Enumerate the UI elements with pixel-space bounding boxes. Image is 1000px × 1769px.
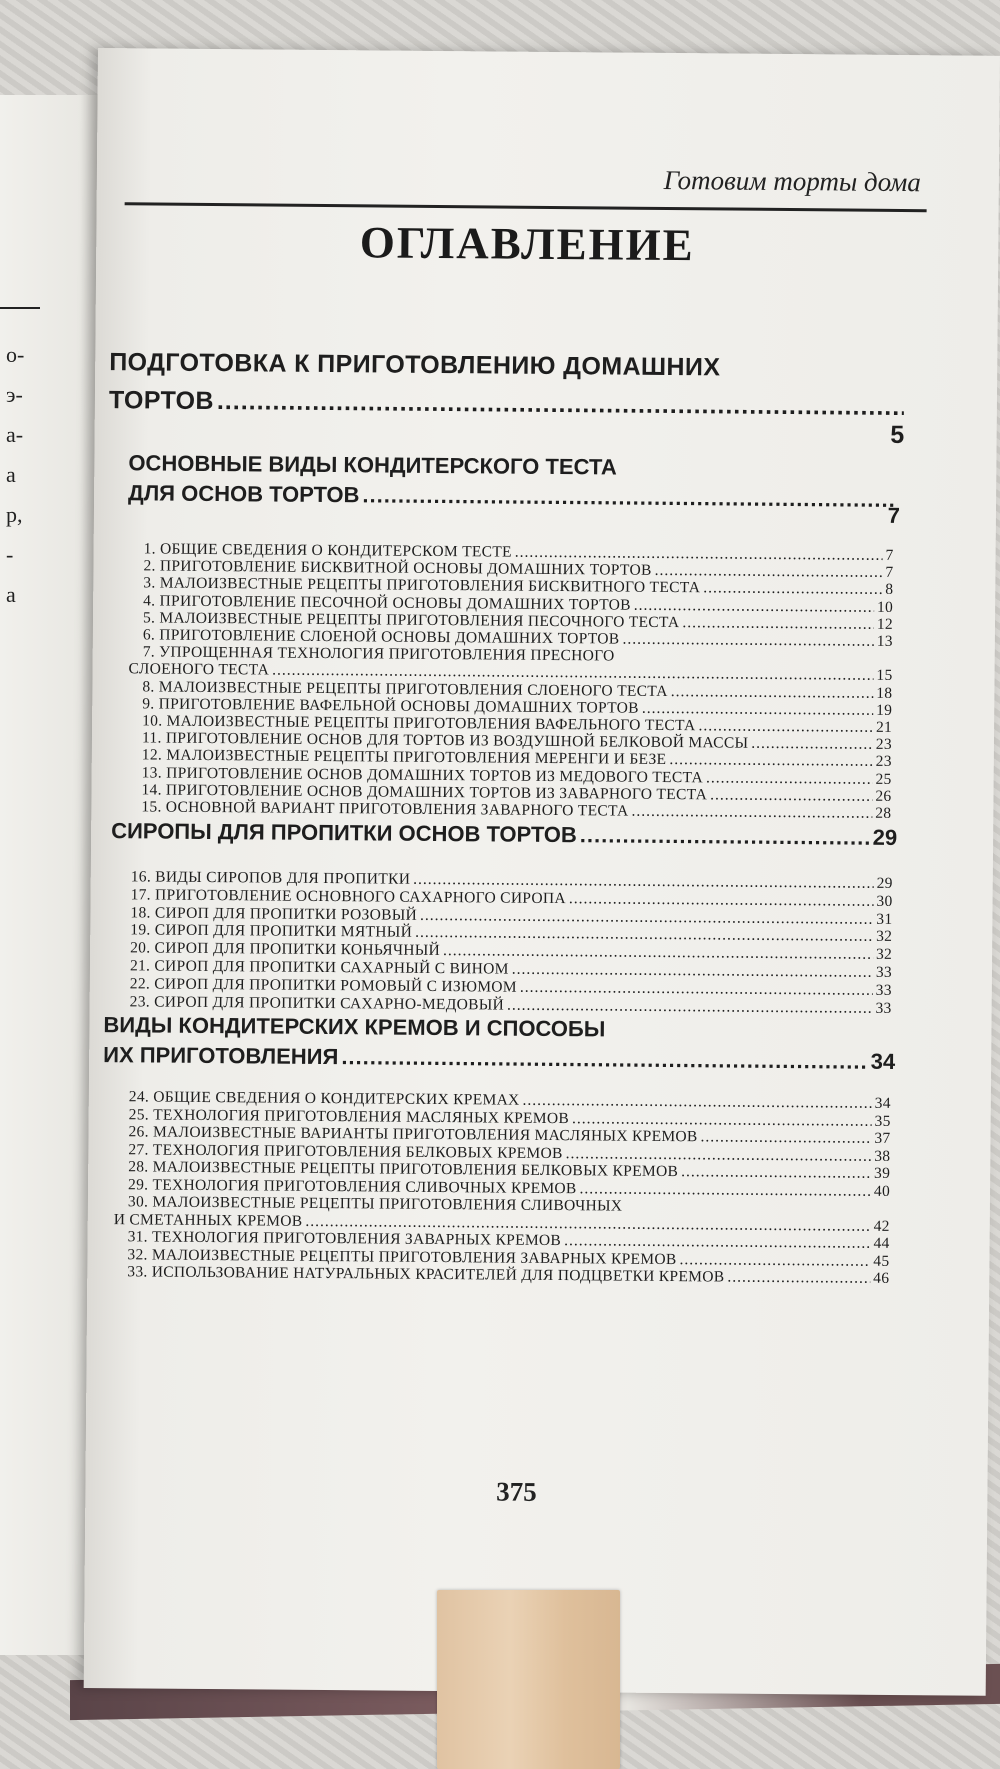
toc-item-text: 32. МАЛОИЗВЕСТНЫЕ РЕЦЕПТЫ ПРИГОТОВЛЕНИЯ ЗАВАРНЫХ КРЕМОВ [127, 1245, 677, 1268]
toc-title: ОГЛАВЛЕНИЕ [359, 217, 695, 271]
page-ref: 12 [876, 615, 894, 633]
page-ref: 46 [873, 1269, 890, 1287]
page-ref: 26 [875, 787, 892, 805]
subsection-heading-line2 [128, 480, 900, 513]
page-number: 375 [496, 1476, 537, 1507]
toc-item-text: 22. СИРОП ДЛЯ ПРОПИТКИ РОМОВЫЙ С ИЗЮМОМ [129, 975, 517, 996]
toc-item-text: 10. МАЛОИЗВЕСТНЫЕ РЕЦЕПТЫ ПРИГОТОВЛЕНИЯ ВАФЕЛЬНОГО ТЕСТА [142, 712, 696, 735]
subsection-heading-line1: ОСНОВНЫЕ ВИДЫ КОНДИТЕРСКОГО ТЕСТА [128, 450, 617, 480]
leader-dots [701, 1128, 872, 1147]
subsection-heading-text: СИРОПЫ ДЛЯ ПРОПИТКИ ОСНОВ ТОРТОВ [111, 818, 577, 848]
leader-dots [507, 996, 873, 1017]
toc-item-text: 14. ПРИГОТОВЛЕНИЕ ОСНОВ ДОМАШНИХ ТОРТОВ ИЗ ЗАВАРНОГО ТЕСТА [141, 781, 708, 804]
leader-dots [727, 1269, 870, 1288]
page-ref: 23 [875, 736, 893, 754]
toc-item-text: 19. СИРОП ДЛЯ ПРОПИТКИ МЯТНЫЙ [130, 921, 413, 942]
page-ref: 21 [875, 718, 893, 736]
left-fragment: о- [6, 342, 25, 367]
leader-dots [631, 803, 872, 823]
toc-item-text: 11. ПРИГОТОВЛЕНИЕ ОСНОВ ДЛЯ ТОРТОВ ИЗ ВОЗДУШНОЙ БЕЛКОВОЙ МАССЫ [141, 729, 749, 752]
section-page-number [890, 421, 905, 450]
leader-dots [580, 822, 870, 851]
page-ref: 28 [875, 804, 892, 822]
toc-item-text: 25. ТЕХНОЛОГИЯ ПРИГОТОВЛЕНИЯ МАСЛЯНЫХ КРЕМОВ [128, 1105, 570, 1127]
toc-item-text: СЛОЕНОГО ТЕСТА [128, 660, 270, 679]
book-page [84, 48, 1000, 1696]
page-ref: 29 [872, 824, 898, 851]
page-ref: 23 [875, 753, 892, 771]
page-ref: 40 [873, 1182, 891, 1200]
toc-item-text: 16. ВИДЫ СИРОПОВ ДЛЯ ПРОПИТКИ [130, 868, 411, 888]
page-ref: 10 [876, 598, 894, 616]
toc-item-text: 31. ТЕХНОЛОГИЯ ПРИГОТОВЛЕНИЯ ЗАВАРНЫХ КРЕМОВ [127, 1228, 562, 1250]
page-ref: 35 [874, 1112, 891, 1130]
toc-item-text: 29. ТЕХНОЛОГИЯ ПРИГОТОВЛЕНИЯ СЛИВОЧНЫХ КРЕМОВ [128, 1175, 577, 1197]
page-ref: 7 [887, 502, 901, 529]
leader-dots [751, 735, 873, 754]
page-ref: 33 [875, 963, 893, 981]
toc-item-text: 27. ТЕХНОЛОГИЯ ПРИГОТОВЛЕНИЯ БЕЛКОВЫХ КРЕМОВ [128, 1140, 563, 1162]
page-ref: 33 [875, 999, 892, 1017]
page-ref: 44 [873, 1234, 890, 1252]
page-ref: 38 [874, 1147, 891, 1165]
page-ref: 7 [885, 564, 894, 582]
subsection-heading-line1: ВИДЫ КОНДИТЕРСКИХ КРЕМОВ И СПОСОБЫ [103, 1012, 606, 1042]
leader-dots [341, 1044, 868, 1075]
subsection-heading-line2 [103, 1042, 895, 1075]
left-fragment: - [6, 542, 14, 567]
page-ref: 30 [876, 892, 893, 910]
left-page-rule [0, 307, 40, 309]
page-ref: 7 [885, 546, 894, 564]
left-fragment: р, [6, 502, 23, 527]
page-ref: 45 [873, 1252, 890, 1270]
page-ref: 37 [874, 1129, 891, 1147]
toc-item-text: 26. МАЛОИЗВЕСТНЫЕ ВАРИАНТЫ ПРИГОТОВЛЕНИЯ МАСЛЯНЫХ КРЕМОВ [128, 1123, 698, 1146]
toc-item-text: 18. СИРОП ДЛЯ ПРОПИТКИ РОЗОВЫЙ [130, 903, 418, 924]
page-ref: 32 [875, 946, 893, 964]
left-page-text-fragments [6, 335, 24, 615]
toc-item-text: 9. ПРИГОТОВЛЕНИЕ ВАФЕЛЬНОЙ ОСНОВЫ ДОМАШНИХ ТОРТОВ [142, 695, 639, 717]
left-fragment: а- [6, 422, 24, 447]
page-ref: 18 [876, 684, 893, 702]
subsection-heading-text: ИХ ПРИГОТОВЛЕНИЯ [103, 1042, 339, 1070]
toc-item-text: 20. СИРОП ДЛЯ ПРОПИТКИ КОНЬЯЧНЫЙ [130, 939, 441, 960]
leader-dots [362, 482, 897, 513]
page-ref: 34 [874, 1094, 891, 1112]
page-ref: 29 [876, 874, 893, 892]
toc-item-line1: 7. УПРОЩЕННАЯ ТЕХНОЛОГИЯ ПРИГОТОВЛЕНИЯ ПРЕСНОГО [142, 643, 615, 665]
toc-item-text: 12. МАЛОИЗВЕСТНЫЕ РЕЦЕПТЫ ПРИГОТОВЛЕНИЯ МЕРЕНГИ И БЕЗЕ [141, 746, 667, 769]
toc-item-text: 28. МАЛОИЗВЕСТНЫЕ РЕЦЕПТЫ ПРИГОТОВЛЕНИЯ БЕЛКОВЫХ КРЕМОВ [128, 1158, 679, 1181]
page-ref: 39 [874, 1164, 891, 1182]
toc-item-text: 21. СИРОП ДЛЯ ПРОПИТКИ САХАРНЫЙ С ВИНОМ [129, 957, 509, 978]
toc-item-text: 15. ОСНОВНОЙ ВАРИАНТ ПРИГОТОВЛЕНИЯ ЗАВАРНОГО ТЕСТА [141, 798, 629, 820]
wooden-bookmark [437, 1590, 620, 1769]
page-ref: 8 [885, 581, 894, 599]
toc-item-text: 4. ПРИГОТОВЛЕНИЕ ПЕСОЧНОЙ ОСНОВЫ ДОМАШНИХ ТОРТОВ [143, 592, 631, 614]
page-ref: 32 [876, 928, 893, 946]
toc-item-text: 13. ПРИГОТОВЛЕНИЕ ОСНОВ ДОМАШНИХ ТОРТОВ ИЗ МЕДОВОГО ТЕСТА [141, 764, 704, 786]
toc-item-line1: 30. МАЛОИЗВЕСТНЫЕ РЕЦЕПТЫ ПРИГОТОВЛЕНИЯ СЛИВОЧНЫХ [127, 1193, 623, 1215]
subsection-heading [111, 818, 897, 851]
toc-item-text: 33. ИСПОЛЬЗОВАНИЕ НАТУРАЛЬНЫХ КРАСИТЕЛЕЙ ДЛЯ ПОДЦВЕТКИ КРЕМОВ [127, 1263, 725, 1286]
table-of-contents [84, 48, 1000, 1696]
toc-item-text: 24. ОБЩИЕ СВЕДЕНИЯ О КОНДИТЕРСКИХ КРЕМАХ [128, 1088, 520, 1109]
toc-item-text: 1. ОБЩИЕ СВЕДЕНИЯ О КОНДИТЕРСКОМ ТЕСТЕ [143, 540, 512, 561]
page-ref: 33 [875, 981, 892, 999]
toc-item-text: 3. МАЛОИЗВЕСТНЫЕ РЕЦЕПТЫ ПРИГОТОВЛЕНИЯ БИСКВИТНОГО ТЕСТА [143, 574, 701, 597]
toc-item-text: 17. ПРИГОТОВЛЕНИЕ ОСНОВНОГО САХАРНОГО СИРОПА [130, 886, 567, 907]
leader-dots [679, 1251, 870, 1271]
left-fragment: а [6, 582, 16, 607]
toc-item-text: 2. ПРИГОТОВЛЕНИЕ БИСКВИТНОЙ ОСНОВЫ ДОМАШНИХ ТОРТОВ [143, 557, 652, 580]
leader-dots [217, 387, 904, 422]
page-ref: 34 [870, 1048, 896, 1074]
page-ref: 5 [890, 420, 905, 450]
page-ref: 13 [876, 632, 893, 650]
left-fragment: э- [6, 382, 23, 407]
leader-dots [681, 1163, 871, 1183]
page-ref: 42 [873, 1217, 890, 1235]
subsection-page-number [888, 503, 900, 529]
page-ref: 15 [876, 667, 893, 685]
toc-item-text: И СМЕТАННЫХ КРЕМОВ [113, 1210, 303, 1230]
page-ref: 25 [875, 770, 892, 788]
leader-dots [580, 1180, 872, 1201]
toc-item-text: 5. МАЛОИЗВЕСТНЫЕ РЕЦЕПТЫ ПРИГОТОВЛЕНИЯ ПЕСОЧНОГО ТЕСТА [142, 609, 680, 631]
subsection-heading-text: ДЛЯ ОСНОВ ТОРТОВ [128, 480, 360, 508]
running-head: Готовим торты дома [663, 164, 921, 198]
section-heading-line1: ПОДГОТОВКА К ПРИГОТОВЛЕНИЮ ДОМАШНИХ [109, 348, 721, 382]
page-ref: 31 [876, 910, 893, 928]
section-heading-text: ТОРТОВ [108, 386, 215, 416]
left-fragment: а [6, 462, 16, 487]
page-ref: 19 [876, 701, 893, 719]
toc-item-text: 8. МАЛОИЗВЕСТНЫЕ РЕЦЕПТЫ ПРИГОТОВЛЕНИЯ СЛОЕНОГО ТЕСТА [142, 678, 668, 700]
leader-dots [622, 631, 873, 651]
toc-item-text: 6. ПРИГОТОВЛЕНИЕ СЛОЕНОЙ ОСНОВЫ ДОМАШНИХ ТОРТОВ [142, 626, 620, 648]
toc-item-text: 23. СИРОП ДЛЯ ПРОПИТКИ САХАРНО-МЕДОВЫЙ [129, 992, 505, 1014]
section-heading-line2 [109, 386, 907, 422]
